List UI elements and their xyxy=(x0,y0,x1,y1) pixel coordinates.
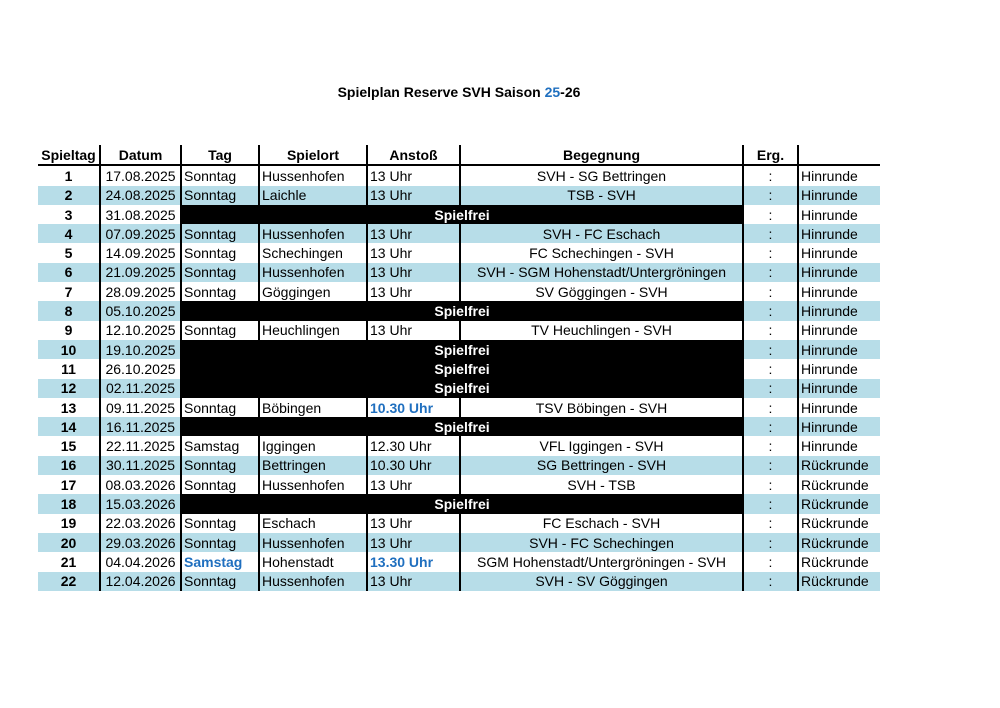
cell-spieltag: 5 xyxy=(64,245,73,262)
cell-tag: Sonntag xyxy=(181,282,259,301)
cell-anstoss: 13 Uhr xyxy=(367,475,460,494)
cell-spielort: Göggingen xyxy=(259,282,367,301)
table-row xyxy=(38,301,880,320)
cell-ergebnis: : xyxy=(743,263,798,282)
cell-runde: Hinrunde xyxy=(798,263,880,282)
cell-spielfrei: Spielfrei xyxy=(181,301,743,320)
header-begegnung: Begegnung xyxy=(460,145,743,165)
cell-runde: Hinrunde xyxy=(798,186,880,205)
cell-ergebnis: : xyxy=(743,243,798,262)
table-row xyxy=(38,282,880,301)
table-row xyxy=(38,205,880,224)
cell-spielfrei: Spielfrei xyxy=(181,379,743,398)
cell-ergebnis: : xyxy=(743,456,798,475)
cell-spieltag: 15 xyxy=(60,438,77,455)
cell-datum: 05.10.2025 xyxy=(100,301,181,320)
table-row xyxy=(38,572,880,591)
cell-ergebnis: : xyxy=(743,398,798,417)
cell-tag: Samstag xyxy=(181,436,259,455)
page-title: Spielplan Reserve SVH Saison 25-26 xyxy=(337,84,581,100)
table-row xyxy=(38,359,880,378)
cell-spieltag: 8 xyxy=(38,301,100,320)
cell-spielort: Heuchlingen xyxy=(259,321,367,340)
cell-runde: Hinrunde xyxy=(798,165,880,185)
cell-tag: Sonntag xyxy=(181,186,259,205)
cell-spielort: Laichle xyxy=(259,186,367,205)
cell-begegnung: SVH - SG Bettringen xyxy=(460,165,743,185)
table-row xyxy=(38,475,880,494)
cell-begegnung: SV Göggingen - SVH xyxy=(460,282,743,301)
table-row xyxy=(38,494,880,513)
cell-anstoss: 10.30 Uhr xyxy=(367,456,460,475)
cell-ergebnis: : xyxy=(743,205,798,224)
cell-runde: Hinrunde xyxy=(798,436,880,455)
cell-tag: Sonntag xyxy=(181,243,259,262)
cell-spieltag: 22 xyxy=(38,572,100,591)
cell-spieltag: 19 xyxy=(60,515,77,532)
cell-anstoss: 13 Uhr xyxy=(367,533,460,552)
cell-tag: Sonntag xyxy=(181,398,259,417)
cell-spieltag: 17 xyxy=(60,476,77,493)
cell-datum: 07.09.2025 xyxy=(100,224,181,243)
cell-spieltag: 14 xyxy=(38,417,100,436)
cell-runde: Rückrunde xyxy=(798,475,880,494)
cell-ergebnis: : xyxy=(743,514,798,533)
cell-ergebnis: : xyxy=(743,301,798,320)
cell-tag: Sonntag xyxy=(181,475,259,494)
cell-anstoss: 13 Uhr xyxy=(367,243,460,262)
table-row xyxy=(38,456,880,475)
cell-ergebnis: : xyxy=(743,379,798,398)
cell-spieltag: 13 xyxy=(60,399,77,416)
cell-datum: 19.10.2025 xyxy=(100,340,181,359)
cell-spieltag: 21 xyxy=(60,553,77,570)
cell-begegnung: SVH - SV Göggingen xyxy=(460,572,743,591)
cell-anstoss: 13 Uhr xyxy=(367,321,460,340)
cell-ergebnis: : xyxy=(743,340,798,359)
table-row xyxy=(38,340,880,359)
cell-datum: 29.03.2026 xyxy=(100,533,181,552)
cell-spielfrei: Spielfrei xyxy=(181,494,743,513)
schedule-table xyxy=(38,145,880,591)
cell-ergebnis: : xyxy=(743,321,798,340)
cell-datum: 02.11.2025 xyxy=(100,379,181,398)
cell-ergebnis: : xyxy=(743,533,798,552)
cell-spielort: Hussenhofen xyxy=(259,572,367,591)
cell-begegnung: SGM Hohenstadt/Untergröningen - SVH xyxy=(460,552,743,571)
season-highlight: 25 xyxy=(544,84,561,100)
cell-spieltag: 10 xyxy=(38,340,100,359)
cell-ergebnis: : xyxy=(743,494,798,513)
cell-anstoss: 13 Uhr xyxy=(367,572,460,591)
cell-anstoss: 13 Uhr xyxy=(367,165,460,185)
cell-tag: Sonntag xyxy=(181,514,259,533)
table-row xyxy=(38,514,880,533)
cell-tag: Sonntag xyxy=(181,456,259,475)
cell-tag: Sonntag xyxy=(181,533,259,552)
cell-ergebnis: : xyxy=(743,475,798,494)
cell-anstoss: 13 Uhr xyxy=(367,224,460,243)
cell-runde: Hinrunde xyxy=(798,359,880,378)
cell-tag: Sonntag xyxy=(181,263,259,282)
header-spieltag: Spieltag xyxy=(38,145,100,165)
cell-datum: 31.08.2025 xyxy=(100,205,181,224)
cell-begegnung: SVH - TSB xyxy=(460,475,743,494)
cell-begegnung: TSV Böbingen - SVH xyxy=(460,398,743,417)
cell-runde: Hinrunde xyxy=(798,282,880,301)
cell-spieltag: 20 xyxy=(38,533,100,552)
cell-begegnung: TSB - SVH xyxy=(460,186,743,205)
table-row xyxy=(38,533,880,552)
header-spielort: Spielort xyxy=(259,145,367,165)
cell-begegnung: SVH - FC Eschach xyxy=(460,224,743,243)
cell-datum: 28.09.2025 xyxy=(100,282,181,301)
cell-runde: Rückrunde xyxy=(798,514,880,533)
cell-begegnung: TV Heuchlingen - SVH xyxy=(460,321,743,340)
cell-ergebnis: : xyxy=(743,417,798,436)
cell-datum: 14.09.2025 xyxy=(100,243,181,262)
cell-spieltag: 6 xyxy=(38,263,100,282)
cell-anstoss: 13 Uhr xyxy=(367,514,460,533)
cell-datum: 09.11.2025 xyxy=(100,398,181,417)
cell-begegnung: FC Eschach - SVH xyxy=(460,514,743,533)
cell-spieltag: 11 xyxy=(61,360,76,377)
cell-runde: Hinrunde xyxy=(798,243,880,262)
cell-datum: 16.11.2025 xyxy=(100,417,181,436)
cell-begegnung: FC Schechingen - SVH xyxy=(460,243,743,262)
cell-spielort: Hussenhofen xyxy=(259,263,367,282)
cell-begegnung: SVH - SGM Hohenstadt/Untergröningen xyxy=(460,263,743,282)
cell-spielfrei: Spielfrei xyxy=(181,205,743,224)
table-row xyxy=(38,224,880,243)
cell-datum: 30.11.2025 xyxy=(100,456,181,475)
cell-spieltag: 3 xyxy=(64,206,73,223)
table-row xyxy=(38,263,880,282)
cell-runde: Hinrunde xyxy=(798,379,880,398)
cell-ergebnis: : xyxy=(743,359,798,378)
cell-spielort: Hussenhofen xyxy=(259,224,367,243)
cell-spielfrei: Spielfrei xyxy=(181,417,743,436)
cell-datum: 22.03.2026 xyxy=(100,514,181,533)
header-datum: Datum xyxy=(100,145,181,165)
cell-datum: 22.11.2025 xyxy=(100,436,181,455)
cell-ergebnis: : xyxy=(743,572,798,591)
cell-runde: Hinrunde xyxy=(798,340,880,359)
cell-spieltag: 16 xyxy=(38,456,100,475)
header-ergebnis: Erg. xyxy=(743,145,798,165)
cell-spieltag: 2 xyxy=(38,186,100,205)
cell-datum: 12.04.2026 xyxy=(100,572,181,591)
cell-ergebnis: : xyxy=(743,552,798,571)
cell-spieltag: 9 xyxy=(64,322,73,339)
cell-anstoss: 13 Uhr xyxy=(367,263,460,282)
cell-tag: Sonntag xyxy=(181,321,259,340)
table-row xyxy=(38,243,880,262)
table-row xyxy=(38,379,880,398)
table-row xyxy=(38,552,880,571)
cell-anstoss: 12.30 Uhr xyxy=(367,436,460,455)
cell-datum: 12.10.2025 xyxy=(100,321,181,340)
cell-tag: Samstag xyxy=(181,552,259,571)
cell-spielort: Böbingen xyxy=(259,398,367,417)
cell-runde: Hinrunde xyxy=(798,224,880,243)
cell-spielort: Hussenhofen xyxy=(259,475,367,494)
cell-begegnung: SVH - FC Schechingen xyxy=(460,533,743,552)
cell-runde: Hinrunde xyxy=(798,321,880,340)
cell-spielort: Schechingen xyxy=(259,243,367,262)
cell-datum: 26.10.2025 xyxy=(100,359,181,378)
cell-runde: Rückrunde xyxy=(798,456,880,475)
cell-ergebnis: : xyxy=(743,165,798,185)
cell-begegnung: VFL Iggingen - SVH xyxy=(460,436,743,455)
cell-spielort: Eschach xyxy=(259,514,367,533)
cell-spielort: Bettringen xyxy=(259,456,367,475)
cell-spielort: Hohenstadt xyxy=(259,552,367,571)
cell-datum: 17.08.2025 xyxy=(100,165,181,185)
cell-anstoss: 13 Uhr xyxy=(367,282,460,301)
cell-datum: 04.04.2026 xyxy=(100,552,181,571)
cell-spieltag: 7 xyxy=(64,283,73,300)
table-row xyxy=(38,165,880,185)
table-row xyxy=(38,436,880,455)
cell-spieltag: 18 xyxy=(38,494,100,513)
cell-runde: Rückrunde xyxy=(798,494,880,513)
table-row xyxy=(38,417,880,436)
cell-begegnung: SG Bettringen - SVH xyxy=(460,456,743,475)
cell-ergebnis: : xyxy=(743,186,798,205)
cell-runde: Rückrunde xyxy=(798,552,880,571)
cell-spielort: Hussenhofen xyxy=(259,165,367,185)
cell-runde: Rückrunde xyxy=(798,533,880,552)
header-anstoss: Anstoß xyxy=(367,145,460,165)
header-row xyxy=(38,145,880,165)
cell-datum: 15.03.2026 xyxy=(100,494,181,513)
cell-runde: Rückrunde xyxy=(798,572,880,591)
table-row xyxy=(38,398,880,417)
cell-spieltag: 4 xyxy=(38,224,100,243)
cell-spielfrei: Spielfrei xyxy=(181,340,743,359)
table-row xyxy=(38,186,880,205)
cell-runde: Hinrunde xyxy=(798,417,880,436)
cell-runde: Hinrunde xyxy=(798,205,880,224)
cell-spielort: Hussenhofen xyxy=(259,533,367,552)
cell-spielfrei: Spielfrei xyxy=(181,359,743,378)
cell-datum: 24.08.2025 xyxy=(100,186,181,205)
cell-ergebnis: : xyxy=(743,436,798,455)
cell-spieltag: 12 xyxy=(38,379,100,398)
cell-anstoss: 13.30 Uhr xyxy=(367,552,460,571)
cell-ergebnis: : xyxy=(743,224,798,243)
cell-tag: Sonntag xyxy=(181,224,259,243)
cell-datum: 08.03.2026 xyxy=(100,475,181,494)
cell-tag: Sonntag xyxy=(181,572,259,591)
cell-ergebnis: : xyxy=(743,282,798,301)
cell-tag: Sonntag xyxy=(181,165,259,185)
cell-runde: Hinrunde xyxy=(798,398,880,417)
cell-runde: Hinrunde xyxy=(798,301,880,320)
table-row xyxy=(38,321,880,340)
cell-anstoss: 10.30 Uhr xyxy=(367,398,460,417)
cell-spielort: Iggingen xyxy=(259,436,367,455)
cell-spieltag: 1 xyxy=(64,167,73,184)
cell-anstoss: 13 Uhr xyxy=(367,186,460,205)
header-runde xyxy=(798,145,880,165)
cell-datum: 21.09.2025 xyxy=(100,263,181,282)
header-tag: Tag xyxy=(181,145,259,165)
